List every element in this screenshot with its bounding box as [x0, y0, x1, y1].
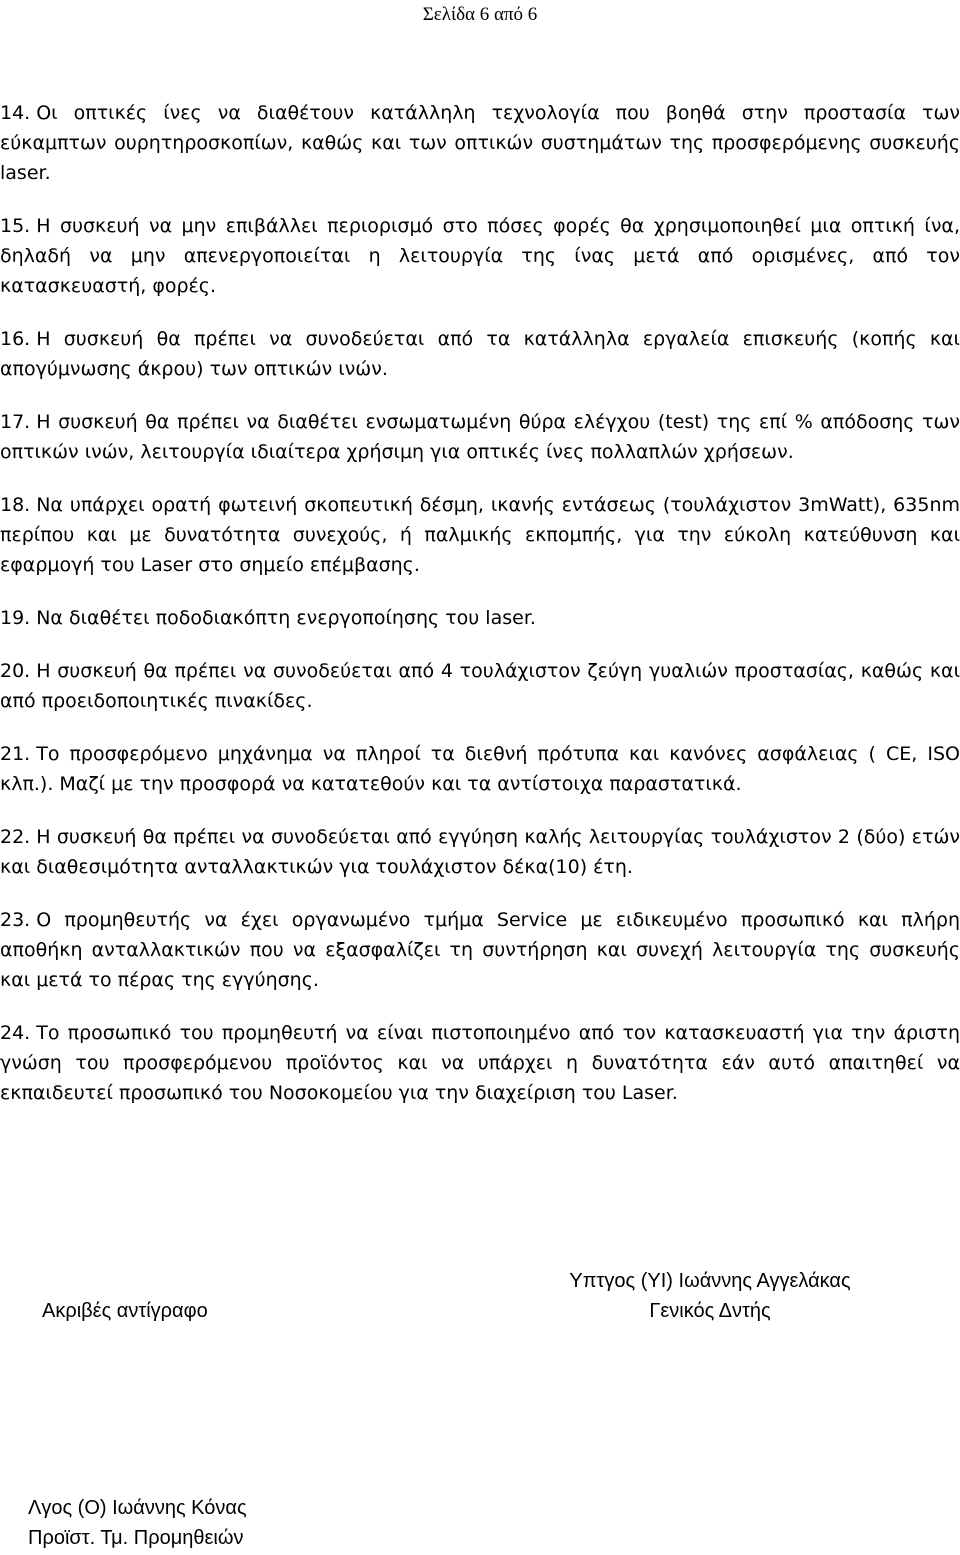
page-number-text: Σελίδα 6 από 6	[422, 4, 538, 25]
spec-item-15	[0, 211, 960, 301]
item-text: Το προσφερόμενο μηχάνημα να πληροί τα διεθνή πρότυπα και κανόνες ασφάλειας ( CE, ISO κλπ.). Μαζί με την προσφορά να κατατεθούν και τα αντίστοιχα παραστατικά.	[0, 743, 960, 795]
signature-block-general-director	[510, 1266, 910, 1326]
spec-item-18	[0, 490, 960, 580]
item-text: Να διαθέτει ποδοδιακόπτη ενεργοποίησης του laser.	[36, 607, 536, 629]
spec-item-23	[0, 905, 960, 995]
item-text: Η συσκευή θα πρέπει να συνοδεύεται από 4 τουλάχιστον ζεύγη γυαλιών προστασίας, καθώς και από προειδοποιητικές πινακίδες.	[0, 660, 960, 712]
signatory-title: Γενικός Δντής	[649, 1300, 771, 1322]
item-number: 19.	[0, 607, 31, 629]
spec-item-22	[0, 822, 960, 882]
item-text: Η συσκευή θα πρέπει να συνοδεύεται από εγγύηση καλής λειτουργίας τουλάχιστον 2 (δύο) ετών και διαθεσιμότητα ανταλλακτικών για τουλάχιστον δέκα(10) έτη.	[0, 826, 960, 878]
item-text: Να υπάρχει ορατή φωτεινή σκοπευτική δέσμη, ικανής εντάσεως (τουλάχιστον 3mWatt), 635nm περίπου και με δυνατότητα συνεχούς, ή παλμικής εκπομπής, για την εύκολη κατεύθυνση και εφαρμογή του Laser στο σημείο επέμβασης.	[0, 494, 960, 576]
item-number: 23.	[0, 909, 31, 931]
item-number: 24.	[0, 1022, 31, 1044]
spec-item-19	[0, 603, 960, 633]
spec-item-14	[0, 98, 960, 188]
certified-copy-block	[42, 1296, 208, 1326]
item-number: 15.	[0, 215, 31, 237]
item-number: 18.	[0, 494, 31, 516]
spec-item-21	[0, 739, 960, 799]
spec-item-24	[0, 1018, 960, 1108]
spec-item-20	[0, 656, 960, 716]
item-text: Η συσκευή θα πρέπει να διαθέτει ενσωματωμένη θύρα ελέγχου (test) της επί % απόδοσης των οπτικών ινών, λειτουργία ιδιαίτερα χρήσιμη για οπτικές ίνες πολλαπλών χρήσεων.	[0, 411, 960, 463]
signatory-name: Λγος (Ο) Ιωάννης Κόνας	[28, 1497, 247, 1519]
item-text: Η συσκευή θα πρέπει να συνοδεύεται από τα κατάλληλα εργαλεία επισκευής (κοπής και απογύμνωσης άκρου) των οπτικών ινών.	[0, 328, 960, 380]
page-number-header	[0, 4, 960, 26]
item-text: Η συσκευή να μην επιβάλλει περιορισμό στο πόσες φορές θα χρησιμοποιηθεί μια οπτική ίνα, δηλαδή να μην απενεργοποιείται η λειτουργία της ίνας μετά από ορισμένες, από τον κατασκευαστή, φορές.	[0, 215, 960, 297]
item-text: Το προσωπικό του προμηθευτή να είναι πιστοποιημένο από τον κατασκευαστή για την άριστη γνώση του προσφερόμενου προϊόντος και να υπάρχει η δυνατότητα εάν αυτό απαιτηθεί να εκπαιδευτεί προσωπικό του Νοσοκομείου για την διαχείριση του Laser.	[0, 1022, 960, 1104]
spec-item-17	[0, 407, 960, 467]
item-number: 21.	[0, 743, 31, 765]
certified-copy-label: Ακριβές αντίγραφο	[42, 1300, 208, 1322]
item-text: Ο προμηθευτής να έχει οργανωμένο τμήμα Service με ειδικευμένο προσωπικό και πλήρη αποθήκη ανταλλακτικών που να εξασφαλίζει τη συντήρηση και συνεχή λειτουργία της συσκευής και μετά το πέρας της εγγύησης.	[0, 909, 960, 991]
signatory-title: Προϊστ. Τμ. Προμηθειών	[28, 1527, 244, 1549]
spec-item-16	[0, 324, 960, 384]
item-number: 14.	[0, 102, 31, 124]
signatory-name: Υπτγος (ΥΙ) Ιωάννης Αγγελάκας	[569, 1270, 851, 1292]
item-text: Οι οπτικές ίνες να διαθέτουν κατάλληλη τεχνολογία που βοηθά στην προστασία των εύκαμπτων ουρητηροσκοπίων, καθώς και των οπτικών συστημάτων της προσφερόμενης συσκευής laser.	[0, 102, 960, 184]
signature-block-procurement-head	[28, 1493, 247, 1553]
specification-list	[0, 98, 960, 1131]
item-number: 17.	[0, 411, 31, 433]
item-number: 22.	[0, 826, 31, 848]
item-number: 16.	[0, 328, 31, 350]
item-number: 20.	[0, 660, 31, 682]
